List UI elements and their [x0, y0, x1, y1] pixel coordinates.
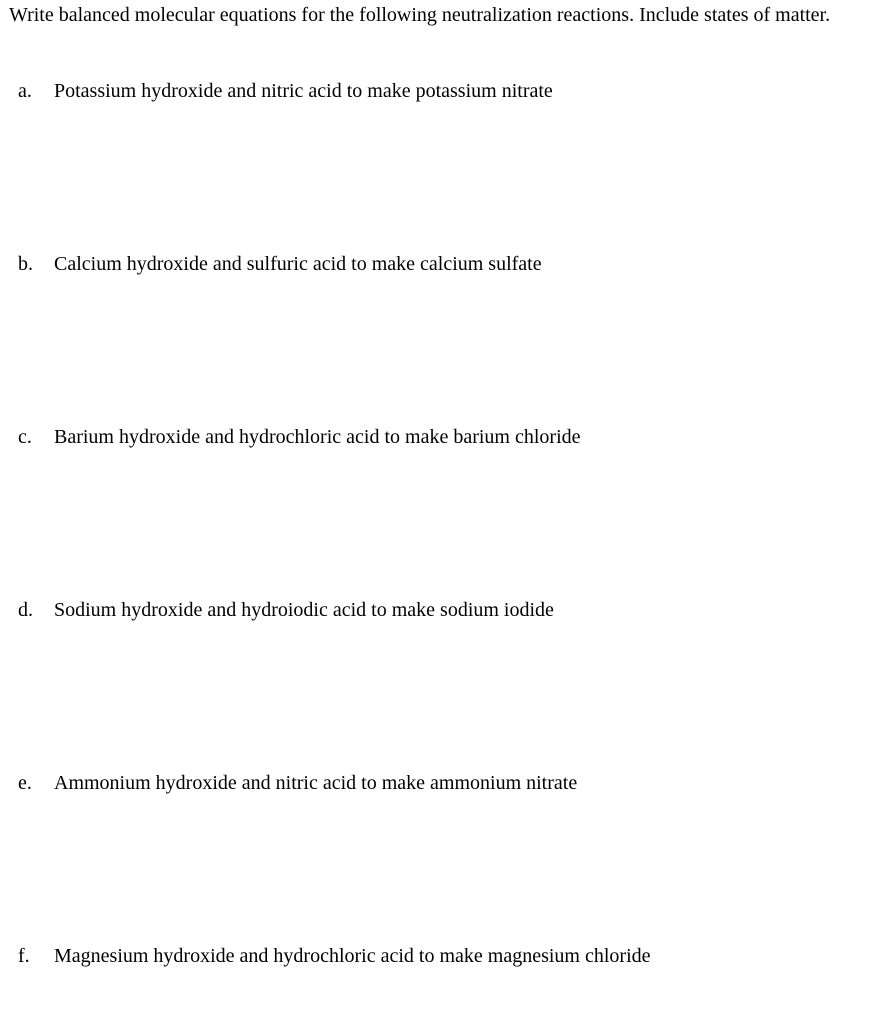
question-c-text: Barium hydroxide and hydrochloric acid to make barium chloride — [54, 426, 581, 448]
question-b-letter: b. — [18, 253, 33, 275]
question-a-letter: a. — [18, 80, 32, 102]
question-f-letter: f. — [18, 945, 30, 967]
question-c-letter: c. — [18, 426, 32, 448]
question-a-text: Potassium hydroxide and nitric acid to make potassium nitrate — [54, 80, 553, 102]
instructions-text: Write balanced molecular equations for the following neutralization reactions. Include states of matter. — [9, 4, 831, 26]
question-e-text: Ammonium hydroxide and nitric acid to make ammonium nitrate — [54, 772, 578, 794]
question-f-text: Magnesium hydroxide and hydrochloric acid to make magnesium chloride — [54, 945, 651, 967]
question-e — [18, 770, 577, 796]
question-f — [18, 943, 651, 969]
question-d — [18, 597, 554, 623]
question-a — [18, 78, 553, 104]
question-b — [18, 251, 542, 277]
question-b-text: Calcium hydroxide and sulfuric acid to make calcium sulfate — [54, 253, 542, 275]
question-d-letter: d. — [18, 599, 33, 621]
question-d-text: Sodium hydroxide and hydroiodic acid to make sodium iodide — [54, 599, 554, 621]
question-e-letter: e. — [18, 772, 32, 794]
question-c — [18, 424, 581, 450]
